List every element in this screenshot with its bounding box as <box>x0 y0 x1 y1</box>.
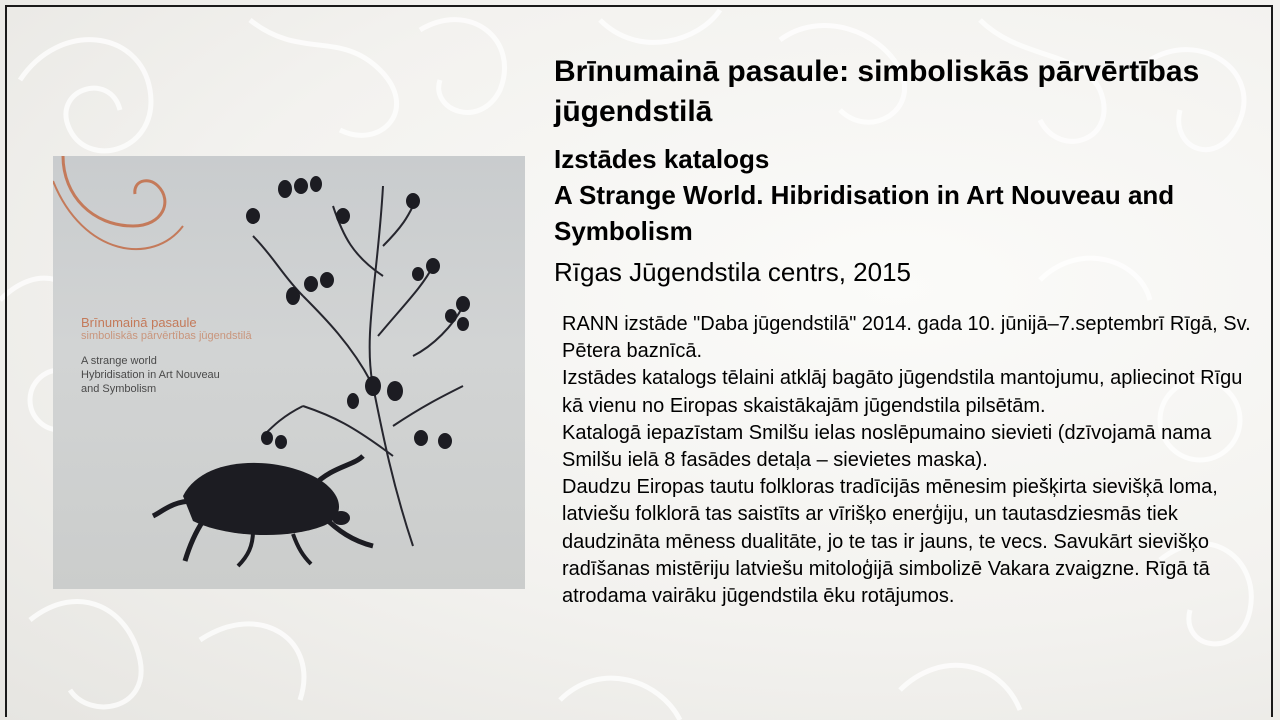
cover-subtitle: simboliskās pārvērtības jūgendstilā <box>81 330 252 342</box>
publisher: Rīgas Jūgendstila centrs, 2015 <box>554 257 911 287</box>
cover-title: Brīnumainā pasaule <box>81 315 197 330</box>
cover-en-line3: and Symbolism <box>81 383 157 395</box>
paragraph-catalog: Izstādes katalogs tēlaini atklāj bagāto jūgendstila mantojumu, apliecinot Rīgu kā vienu no Eiropas skaistākajām jūgendstila pilsētām. <box>562 367 1243 417</box>
subtitle-en-line1: A Strange World. Hibridisation in Art Nouveau and <box>554 180 1175 210</box>
paragraph-exhibition: RANN izstāde "Daba jūgendstilā" 2014. gada 10. jūnijā–7.septembrī Rīgā, Sv. Pētera baznīcā. <box>562 313 1251 363</box>
subtitle-en-line2: Symbolism <box>554 216 693 246</box>
cover-en-line1: A strange world <box>81 355 157 367</box>
cover-english-title <box>81 354 271 396</box>
paragraph-smilsu: Katalogā iepazīstam Smilšu ielas noslēpumaino sievieti (dzīvojamā nama Smilšu ielā 8 fasādes detaļa – sievietes maska). <box>562 421 1212 472</box>
paragraph-folklore: Daudzu Eiropas tautu folkloras tradīcijās mēnesim piešķirta sievišķā loma, latviešu folklorā tas saistīts ar vīrišķo enerģiju, un tautasdziesmās tiek daudzināta mēness dualitāte, jo te tas ir jauns, te vecs. Savukārt sievišķo radīšanas mistēriju latviešu mitoloģijā simbolizē Vakara zvaigzne. Rīgā tā atrodama vairāku jūgendstila ēku rotājumos. <box>562 476 1218 608</box>
subtitle-lv: Izstādes katalogs <box>554 144 770 174</box>
body-text <box>562 311 1262 610</box>
catalog-cover-image <box>53 156 525 589</box>
cover-en-line2: Hybridisation in Art Nouveau <box>81 369 220 381</box>
slide-title: Brīnumainā pasaule: simboliskās pārvērtības jūgendstilā <box>554 55 1200 128</box>
